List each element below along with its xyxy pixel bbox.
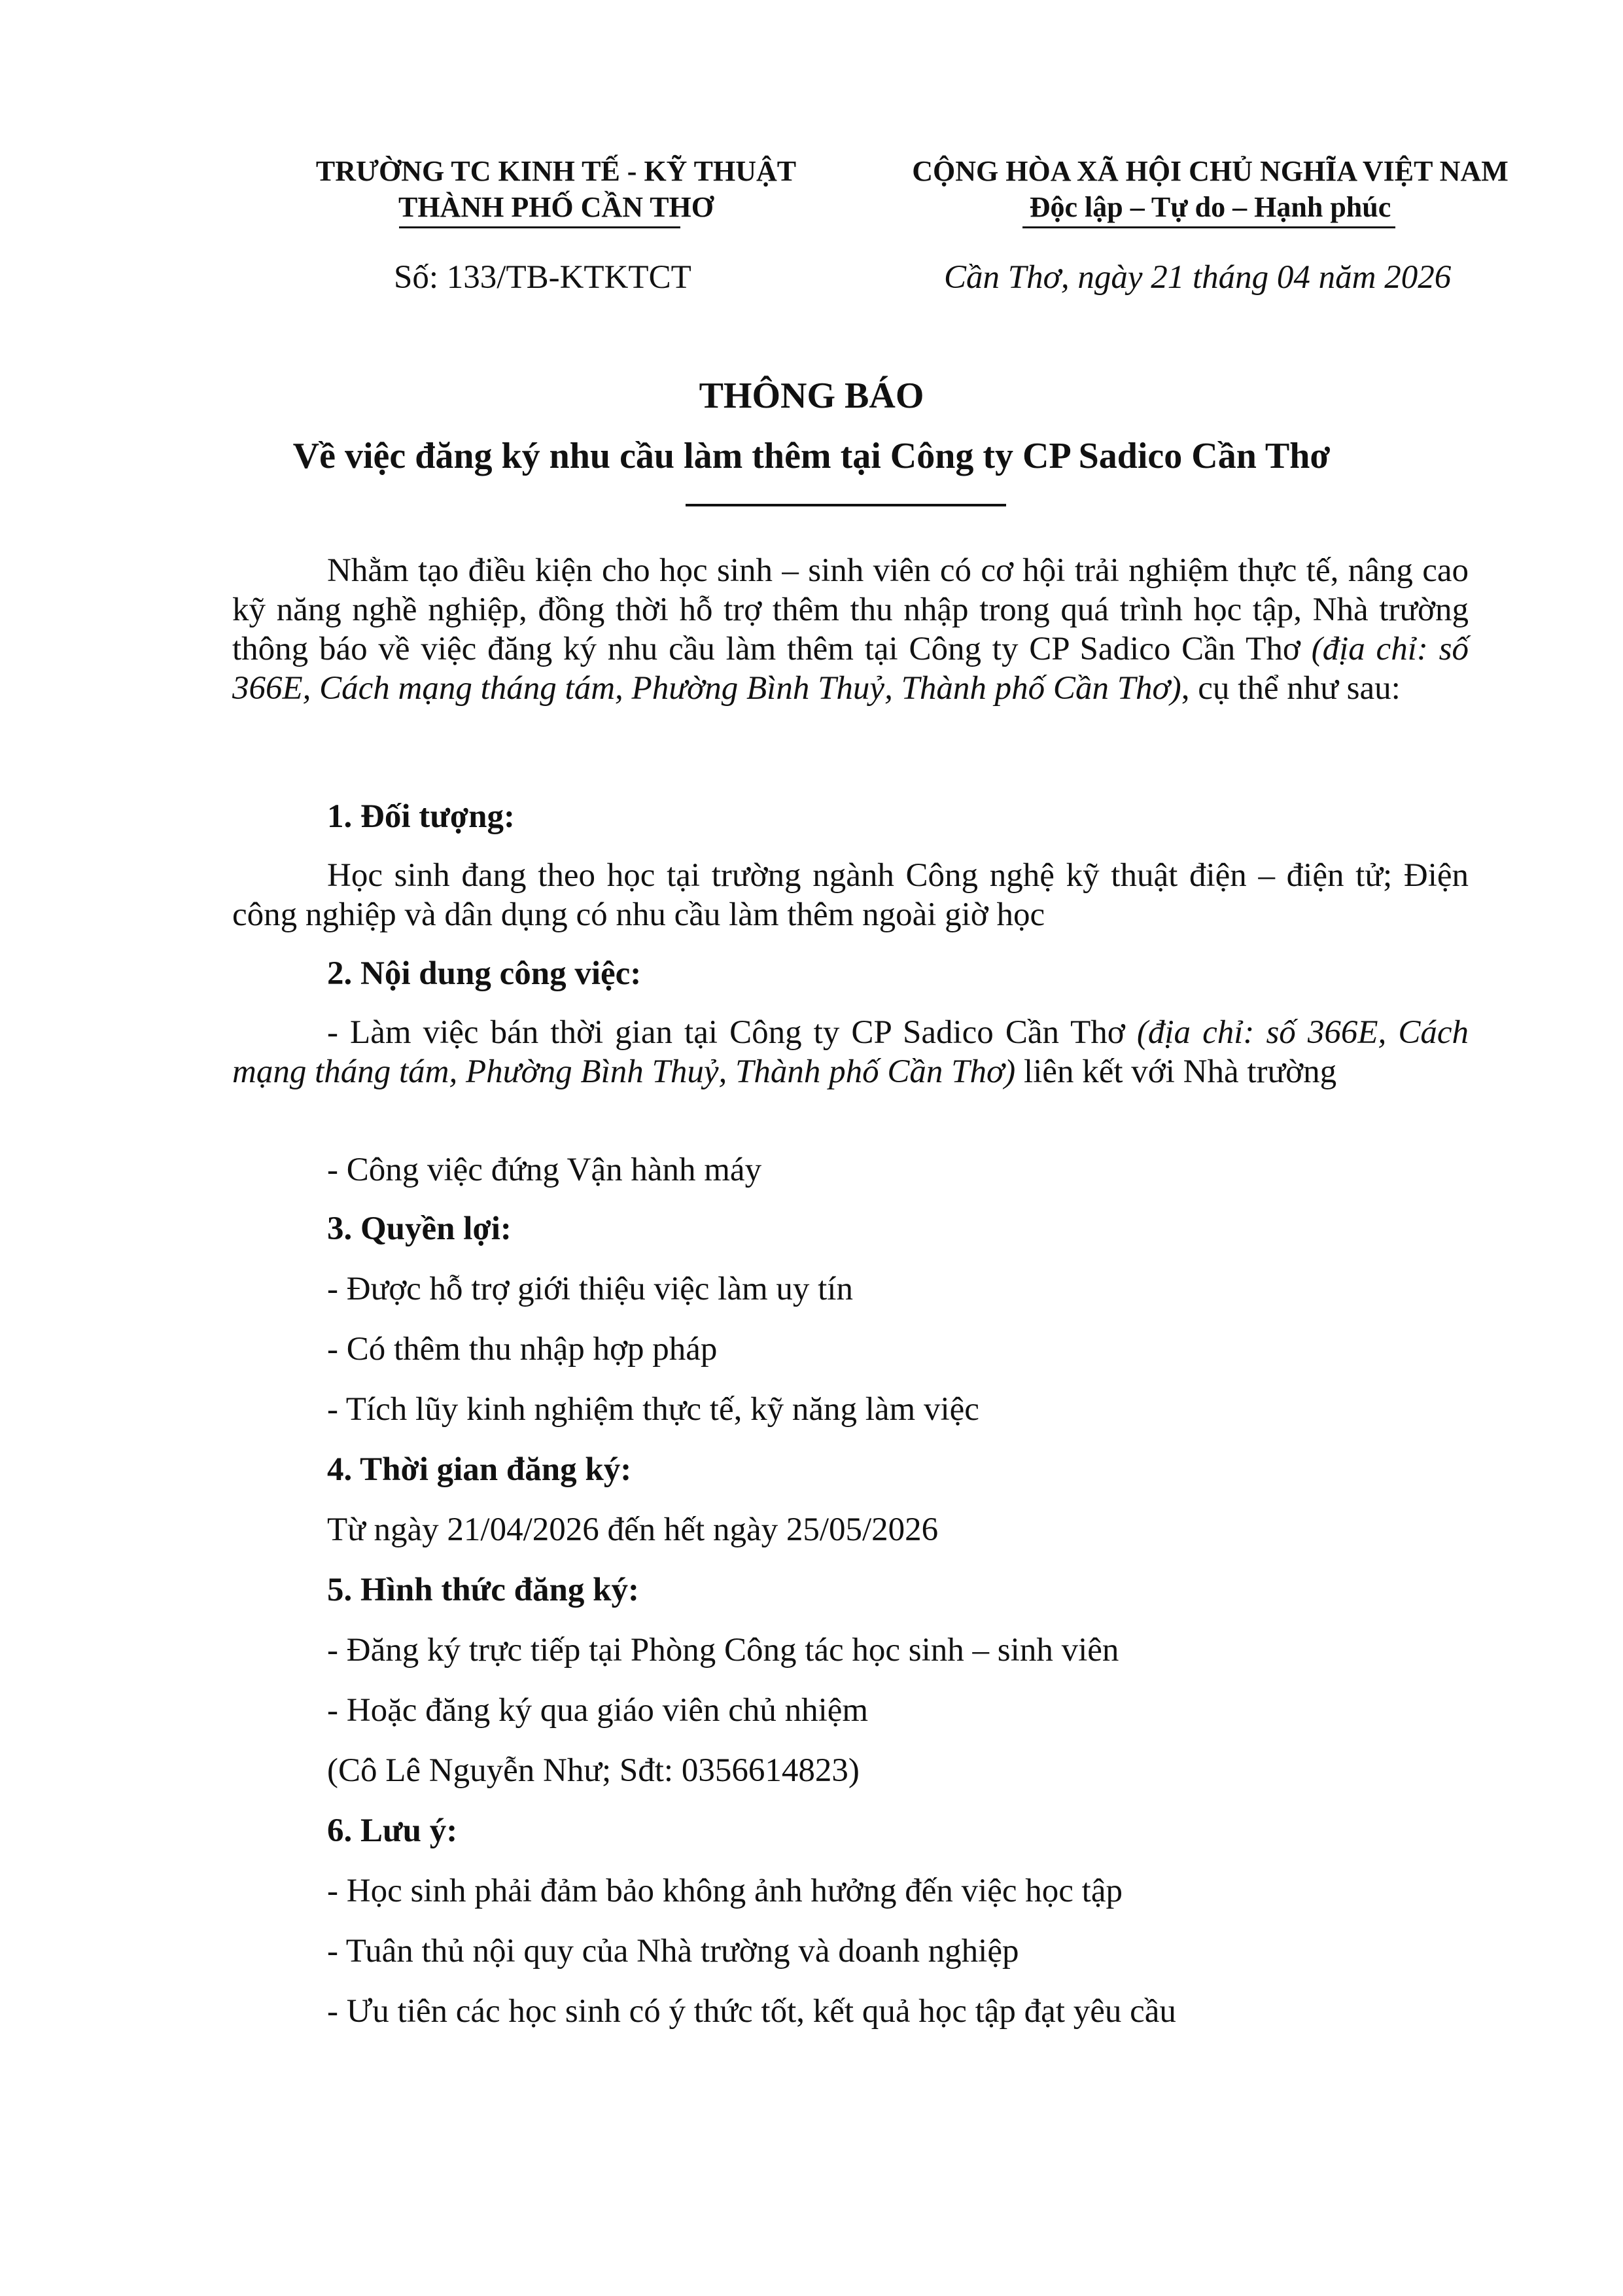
section-5-item: - Hoặc đăng ký qua giáo viên chủ nhiệm xyxy=(327,1692,869,1729)
section-5-item: - Đăng ký trực tiếp tại Phòng Công tác học sinh – sinh viên xyxy=(327,1632,1119,1669)
document-date: Cần Thơ, ngày 21 tháng 04 năm 2026 xyxy=(944,259,1452,296)
section-2-item-1-address: (địa chỉ: số 366E, Cách mạng tháng tám, Phường Bình Thuỷ, Thành phố Cần Thơ) xyxy=(232,1014,1469,1090)
section-2-item-1-text: - Làm việc bán thời gian tại Công ty CP Sadico Cần Thơ xyxy=(327,1014,1137,1051)
document-number: Số: 133/TB-KTKTCT xyxy=(394,259,691,296)
section-2-item-1-tail: liên kết với Nhà trường xyxy=(1015,1053,1337,1090)
section-2-heading: 2. Nội dung công việc: xyxy=(327,955,642,992)
motto-underline xyxy=(1022,226,1395,228)
school-underline xyxy=(399,226,680,228)
section-3-item: - Có thêm thu nhập hợp pháp xyxy=(327,1331,718,1368)
section-6-item: - Học sinh phải đảm bảo không ảnh hưởng đến việc học tập xyxy=(327,1873,1123,1909)
section-6-item: - Ưu tiên các học sinh có ý thức tốt, kết quả học tập đạt yêu cầu xyxy=(327,1993,1176,2030)
intro-tail: , cụ thể như sau: xyxy=(1181,670,1401,707)
section-1-heading: 1. Đối tượng: xyxy=(327,798,515,835)
nation-motto: Độc lập – Tự do – Hạnh phúc xyxy=(1029,191,1391,223)
section-6-item: - Tuân thủ nội quy của Nhà trường và doanh nghiệp xyxy=(327,1933,1019,1969)
section-5-contact: (Cô Lê Nguyễn Như; Sđt: 0356614823) xyxy=(327,1752,860,1789)
section-6-heading: 6. Lưu ý: xyxy=(327,1812,458,1849)
section-2-item-1 xyxy=(232,1013,1469,1091)
notice-title: THÔNG BÁO xyxy=(699,376,924,416)
intro-paragraph xyxy=(232,551,1469,708)
section-5-heading: 5. Hình thức đăng ký: xyxy=(327,1572,639,1608)
section-3-heading: 3. Quyền lợi: xyxy=(327,1210,512,1247)
school-name: TRƯỜNG TC KINH TẾ - KỸ THUẬT xyxy=(315,155,797,187)
section-3-item: - Được hỗ trợ giới thiệu việc làm uy tín xyxy=(327,1271,853,1307)
section-3-item: - Tích lũy kinh nghiệm thực tế, kỹ năng làm việc xyxy=(327,1391,979,1428)
section-2-item-2: - Công việc đứng Vận hành máy xyxy=(327,1152,762,1188)
nation-title: CỘNG HÒA XÃ HỘI CHỦ NGHĨA VIỆT NAM xyxy=(912,155,1509,187)
school-city: THÀNH PHỐ CẦN THƠ xyxy=(398,191,714,223)
notice-subtitle: Về việc đăng ký nhu cầu làm thêm tại Công ty CP Sadico Cần Thơ xyxy=(292,436,1331,476)
intro-text: Nhằm tạo điều kiện cho học sinh – sinh viên có cơ hội trải nghiệm thực tế, nâng cao kỹ năng nghề nghiệp, đồng thời hỗ trợ thêm thu nhập trong quá trình học tập, Nhà trường thông báo về việc đăng ký nhu cầu làm thêm tại Công ty CP Sadico Cần Thơ xyxy=(232,552,1469,667)
title-rule xyxy=(686,504,1006,506)
section-1-text: Học sinh đang theo học tại trường ngành Công nghệ kỹ thuật điện – điện tử; Điện công nghiệp và dân dụng có nhu cầu làm thêm ngoài giờ học xyxy=(232,857,1469,933)
intro-address: (địa chỉ: số 366E, Cách mạng tháng tám, Phường Bình Thuỷ, Thành phố Cần Thơ) xyxy=(232,631,1469,707)
section-4-text: Từ ngày 21/04/2026 đến hết ngày 25/05/2026 xyxy=(327,1511,939,1548)
section-4-heading: 4. Thời gian đăng ký: xyxy=(327,1451,632,1488)
